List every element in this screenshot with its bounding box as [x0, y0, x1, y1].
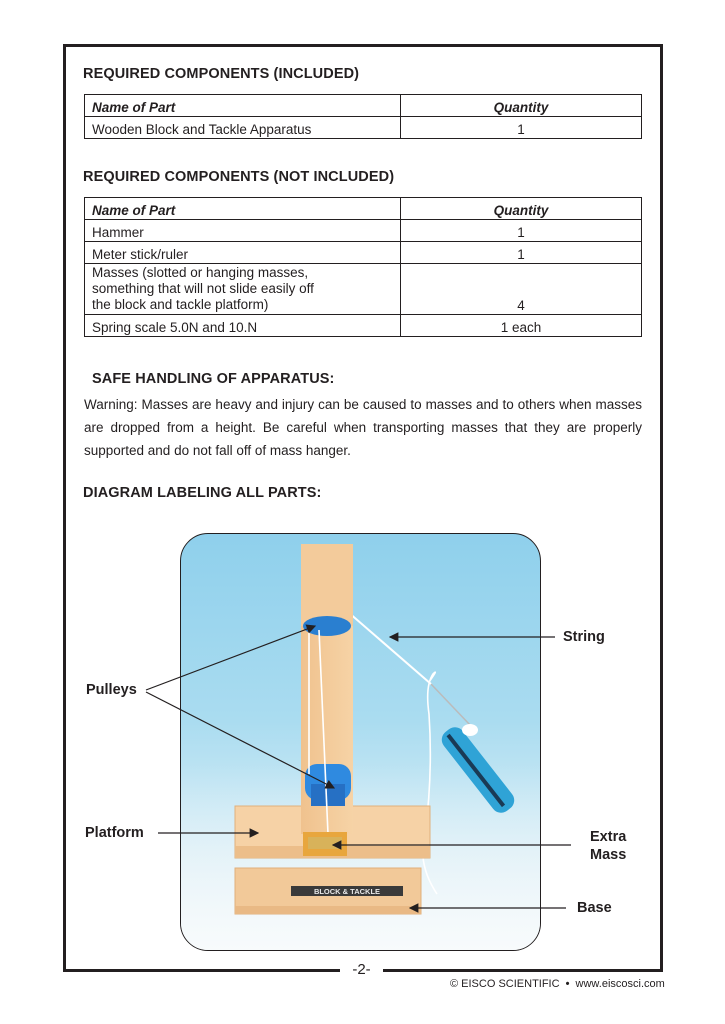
header-name-of-part: Name of Part	[85, 95, 401, 117]
part-name: Spring scale 5.0N and 10.N	[85, 315, 401, 337]
label-extra-mass-line2: Mass	[590, 847, 627, 863]
header-quantity: Quantity	[401, 95, 642, 117]
footer-credit	[450, 978, 665, 990]
part-quantity: 1	[401, 117, 642, 139]
part-quantity: 1	[401, 242, 642, 264]
part-quantity: 4	[401, 264, 642, 315]
table-row	[85, 315, 642, 337]
table-row	[85, 220, 642, 242]
label-base: Base	[577, 900, 612, 916]
apparatus-photo	[180, 533, 541, 951]
label-extra-mass-line1: Extra	[590, 829, 627, 845]
page-number: -2-	[352, 961, 371, 978]
part-quantity: 1	[401, 220, 642, 242]
part-name: Masses (slotted or hanging masses, something that will not slide easily off the block and tackle platform)	[85, 264, 401, 315]
header-name-of-part: Name of Part	[85, 198, 401, 220]
table-header-row	[85, 95, 642, 117]
table-header-row	[85, 198, 642, 220]
website-link[interactable]: www.eiscosci.com	[575, 978, 665, 990]
part-quantity: 1 each	[401, 315, 642, 337]
included-components-title: REQUIRED COMPONENTS (INCLUDED)	[83, 66, 360, 82]
not-included-components-title: REQUIRED COMPONENTS (NOT INCLUDED)	[83, 169, 395, 185]
table-row	[85, 242, 642, 264]
label-pulleys: Pulleys	[86, 682, 137, 698]
label-string: String	[563, 629, 605, 645]
table-row	[85, 117, 642, 139]
part-name: Wooden Block and Tackle Apparatus	[85, 117, 401, 139]
label-platform: Platform	[85, 825, 144, 841]
header-quantity: Quantity	[401, 198, 642, 220]
part-name: Meter stick/ruler	[85, 242, 401, 264]
copyright-text: © EISCO SCIENTIFIC	[450, 978, 560, 990]
footer-separator: •	[565, 978, 570, 990]
svg-text:BLOCK & TACKLE: BLOCK & TACKLE	[313, 887, 381, 896]
table-row	[85, 264, 642, 315]
safe-handling-title: SAFE HANDLING OF APPARATUS:	[92, 371, 335, 387]
page-border-bottom-right	[383, 969, 663, 972]
included-components-table	[84, 94, 642, 139]
page-border-bottom-left	[63, 969, 340, 972]
not-included-components-table	[84, 197, 642, 337]
block-and-tackle-illustration	[181, 534, 541, 951]
part-name: Hammer	[85, 220, 401, 242]
diagram-title: DIAGRAM LABELING ALL PARTS:	[83, 485, 322, 501]
safety-warning-text: Warning: Masses are heavy and injury can be caused to masses and to others when masses are dropped from a height. Be careful when transporting masses that they are properly supported and do not fall off of mass hanger.	[84, 397, 642, 458]
